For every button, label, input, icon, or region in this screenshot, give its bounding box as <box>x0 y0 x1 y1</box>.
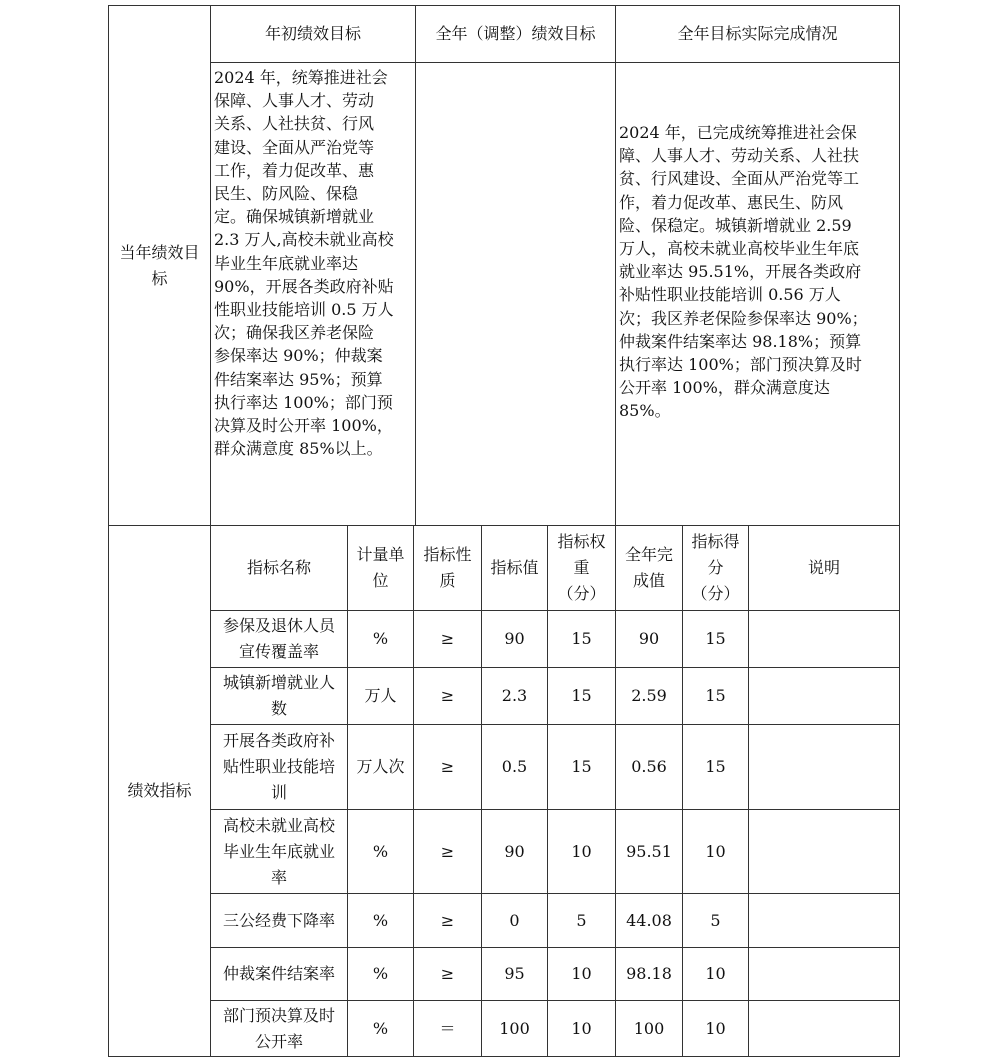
col-header-unit: 计量单 位 <box>347 525 413 610</box>
row-4-nature: ≥ <box>413 809 481 893</box>
row-6-note <box>748 947 900 1000</box>
row-5-score: 5 <box>682 893 748 947</box>
row-1-unit: % <box>347 610 413 667</box>
row-5-value: 0 <box>481 893 547 947</box>
row-5-completed: 44.08 <box>615 893 682 947</box>
row-2-name: 城镇新增就业人 数 <box>210 667 347 724</box>
row-3-unit: 万人次 <box>347 724 413 809</box>
row-3-nature: ≥ <box>413 724 481 809</box>
row-3-name: 开展各类政府补 贴性职业技能培 训 <box>210 724 347 809</box>
row-6-score: 10 <box>682 947 748 1000</box>
row-4-completed: 95.51 <box>615 809 682 893</box>
col-header-note: 说明 <box>748 525 900 610</box>
annual-goal-label: 当年绩效目 标 <box>108 5 210 525</box>
row-5-weight: 5 <box>547 893 615 947</box>
header-adjusted-goal: 全年（调整）绩效目标 <box>415 5 615 62</box>
header-actual-completion: 全年目标实际完成情况 <box>615 5 900 62</box>
row-1-score: 15 <box>682 610 748 667</box>
row-5-nature: ≥ <box>413 893 481 947</box>
row-6-value: 95 <box>481 947 547 1000</box>
row-2-score: 15 <box>682 667 748 724</box>
row-2-note <box>748 667 900 724</box>
row-7-weight: 10 <box>547 1000 615 1057</box>
row-1-name: 参保及退休人员 宣传覆盖率 <box>210 610 347 667</box>
row-7-note <box>748 1000 900 1057</box>
col-header-score: 指标得 分 （分） <box>682 525 748 610</box>
initial-goal-text: 2024 年，统筹推进社会 保障、人事人才、劳动 关系、人社扶贫、行风 建设、全面从严治党等 工作，着力促改革、惠 民生、防风险、保稳 定。确保城镇新增就业 2.3 万人,高校未就业高校 毕业生年底就业率达 90%，开展各类政府补贴 性职业技能培训 0.5 万人 次；确保我区养老保险 参保率达 90%；仲裁案 件结案率达 95%；预算 执行率达 100%；部门预 决算及时公开率 100%， 群众满意度 85%以上。 <box>210 62 415 525</box>
row-2-unit: 万人 <box>347 667 413 724</box>
col-header-weight: 指标权 重 （分） <box>547 525 615 610</box>
indicators-label: 绩效指标 <box>108 525 210 1057</box>
row-1-value: 90 <box>481 610 547 667</box>
row-1-nature: ≥ <box>413 610 481 667</box>
row-1-weight: 15 <box>547 610 615 667</box>
col-header-completed: 全年完 成值 <box>615 525 682 610</box>
row-3-weight: 15 <box>547 724 615 809</box>
row-7-nature: ＝ <box>413 1000 481 1057</box>
row-2-completed: 2.59 <box>615 667 682 724</box>
row-3-score: 15 <box>682 724 748 809</box>
row-4-value: 90 <box>481 809 547 893</box>
row-2-nature: ≥ <box>413 667 481 724</box>
row-3-completed: 0.56 <box>615 724 682 809</box>
adjusted-goal-text <box>415 62 615 525</box>
row-7-completed: 100 <box>615 1000 682 1057</box>
row-7-value: 100 <box>481 1000 547 1057</box>
row-3-note <box>748 724 900 809</box>
col-header-nature: 指标性 质 <box>413 525 481 610</box>
row-7-name: 部门预决算及时 公开率 <box>210 1000 347 1057</box>
row-4-note <box>748 809 900 893</box>
row-7-unit: % <box>347 1000 413 1057</box>
row-2-value: 2.3 <box>481 667 547 724</box>
actual-completion-text: 2024 年，已完成统筹推进社会保 障、人事人才、劳动关系、人社扶 贫、行风建设、全面从严治党等工 作，着力促改革、惠民生、防风 险、保稳定。城镇新增就业 2.59 万人，高校未就业高校毕业生年底 就业率达 95.51%，开展各类政府 补贴性职业技能培训 0.56 万人 次；我区养老保险参保率达 90%； 仲裁案件结案率达 98.18%；预算 执行率达 100%；部门预决算及时 公开率 100%，群众满意度达 85%。 <box>615 62 900 525</box>
row-4-score: 10 <box>682 809 748 893</box>
row-6-unit: % <box>347 947 413 1000</box>
row-6-name: 仲裁案件结案率 <box>210 947 347 1000</box>
row-3-value: 0.5 <box>481 724 547 809</box>
row-2-weight: 15 <box>547 667 615 724</box>
row-6-completed: 98.18 <box>615 947 682 1000</box>
col-header-value: 指标值 <box>481 525 547 610</box>
row-4-weight: 10 <box>547 809 615 893</box>
row-5-unit: % <box>347 893 413 947</box>
row-6-nature: ≥ <box>413 947 481 1000</box>
col-header-name: 指标名称 <box>210 525 347 610</box>
row-4-unit: % <box>347 809 413 893</box>
row-4-name: 高校未就业高校 毕业生年底就业 率 <box>210 809 347 893</box>
row-1-note <box>748 610 900 667</box>
header-initial-goal: 年初绩效目标 <box>210 5 415 62</box>
row-7-score: 10 <box>682 1000 748 1057</box>
row-5-name: 三公经费下降率 <box>210 893 347 947</box>
row-1-completed: 90 <box>615 610 682 667</box>
row-5-note <box>748 893 900 947</box>
row-6-weight: 10 <box>547 947 615 1000</box>
